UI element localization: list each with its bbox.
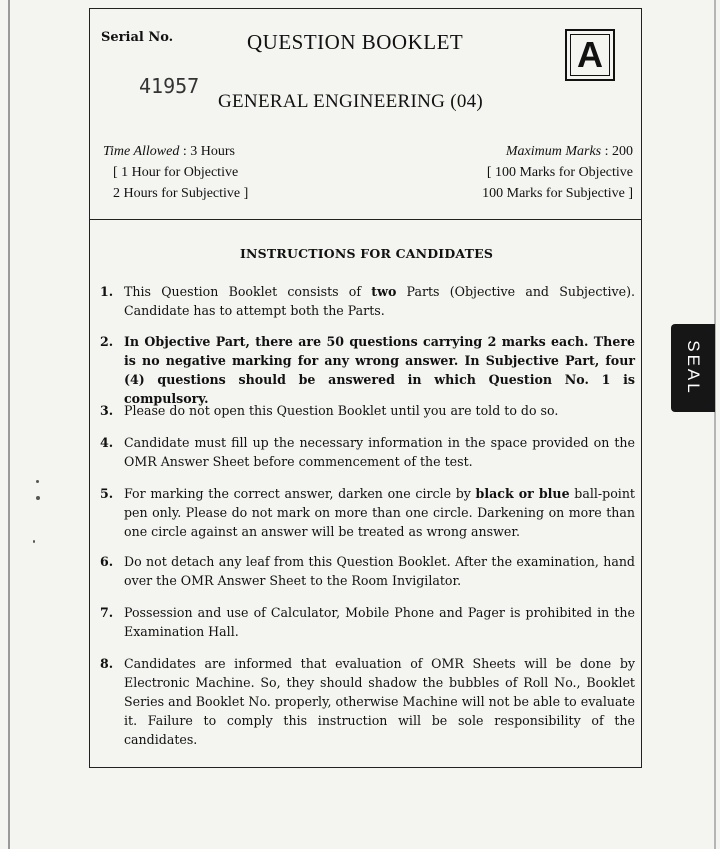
booklet-title: QUESTION BOOKLET [247, 30, 464, 54]
instruction-item [100, 433, 635, 471]
instruction-number: 2. [100, 334, 114, 349]
instruction-text-part: This Question Booklet consists of [124, 284, 372, 299]
maximum-marks-value: : 200 [604, 144, 633, 159]
seal-label: SEAL [684, 340, 703, 396]
instruction-item [100, 654, 635, 749]
speck-mark [36, 480, 39, 483]
booklet-set-code: A [570, 34, 610, 76]
serial-number: 41957 [139, 74, 200, 98]
instruction-text [124, 552, 635, 590]
instruction-text-bold: black or blue [475, 486, 570, 501]
instruction-text [124, 603, 635, 641]
objective-time: [ 1 Hour for Objective [113, 165, 239, 180]
seal-tab [671, 324, 715, 412]
speck-mark [33, 540, 35, 543]
instruction-item [100, 603, 635, 641]
instruction-item [100, 552, 635, 590]
instruction-item [100, 484, 635, 541]
instruction-number: 3. [100, 403, 114, 418]
instruction-number: 7. [100, 605, 114, 620]
instruction-text [124, 332, 635, 408]
instruction-text [124, 282, 635, 320]
subjective-time: 2 Hours for Subjective ] [113, 186, 249, 201]
objective-marks: [ 100 Marks for Objective [486, 165, 633, 180]
instruction-number: 5. [100, 486, 114, 501]
instruction-text-part: Please do not open this Question Booklet until you are told to do so. [124, 403, 559, 418]
instruction-text [124, 654, 635, 749]
maximum-marks-label: Maximum Marks [505, 144, 602, 159]
serial-label: Serial No. [101, 30, 174, 45]
instruction-text [124, 433, 635, 471]
time-allowed-value: : 3 Hours [182, 144, 235, 159]
instruction-text-part: Candidates are informed that evaluation of OMR Sheets will be done by Electronic Machine. So, they should shadow the bubbles of Roll No., Booklet Series and Booklet No. properly, otherwise Machine will not be able to evaluate it. Failure to comply this instruction will be sole responsibility of the candidates. [124, 656, 635, 747]
speck-mark [36, 496, 40, 500]
instruction-text-bold: In Objective Part, there are 50 questions carrying 2 marks each. There is no negative marking for any wrong answer. In Subjective Part, four (4) questions should be answered in which Question No. 1 is compulsory. [124, 334, 635, 406]
time-allowed-label: Time Allowed [103, 144, 180, 159]
subject-title: GENERAL ENGINEERING (04) [218, 91, 484, 112]
instruction-text-part: For marking the correct answer, darken one circle by [124, 486, 476, 501]
instruction-text-part: Possession and use of Calculator, Mobile Phone and Pager is prohibited in the Examination Hall. [124, 605, 635, 639]
instruction-text [124, 484, 635, 541]
instruction-text-part: Parts (Objective and Subjective). Candidate has to attempt both the Parts. [124, 284, 635, 318]
instructions-heading: INSTRUCTIONS FOR CANDIDATES [240, 246, 494, 261]
instruction-text-part: Candidate must fill up the necessary information in the space provided on the OMR Answer Sheet before commencement of the test. [124, 435, 635, 469]
instruction-number: 4. [100, 435, 114, 450]
subjective-marks: 100 Marks for Subjective ] [482, 186, 633, 201]
instruction-text-bold: two [371, 284, 397, 299]
instruction-text [124, 401, 635, 420]
instruction-text-part: Do not detach any leaf from this Question Booklet. After the examination, hand over the OMR Answer Sheet to the Room Invigilator. [124, 554, 635, 588]
page-edge-line [8, 0, 10, 849]
header-divider [89, 219, 642, 220]
instruction-item [100, 401, 635, 420]
instruction-text-part: ball-point pen only. Please do not mark on more than one circle. Darkening on more than one circle against an answer will be treated as wrong answer. [124, 486, 635, 539]
maximum-marks [506, 144, 633, 160]
page-edge-line-right [714, 0, 716, 849]
instruction-number: 8. [100, 656, 114, 671]
time-allowed [103, 144, 235, 160]
instruction-item [100, 282, 635, 320]
instruction-item [100, 332, 635, 408]
booklet-set-box [565, 29, 615, 81]
instruction-number: 1. [100, 284, 114, 299]
instruction-number: 6. [100, 554, 114, 569]
